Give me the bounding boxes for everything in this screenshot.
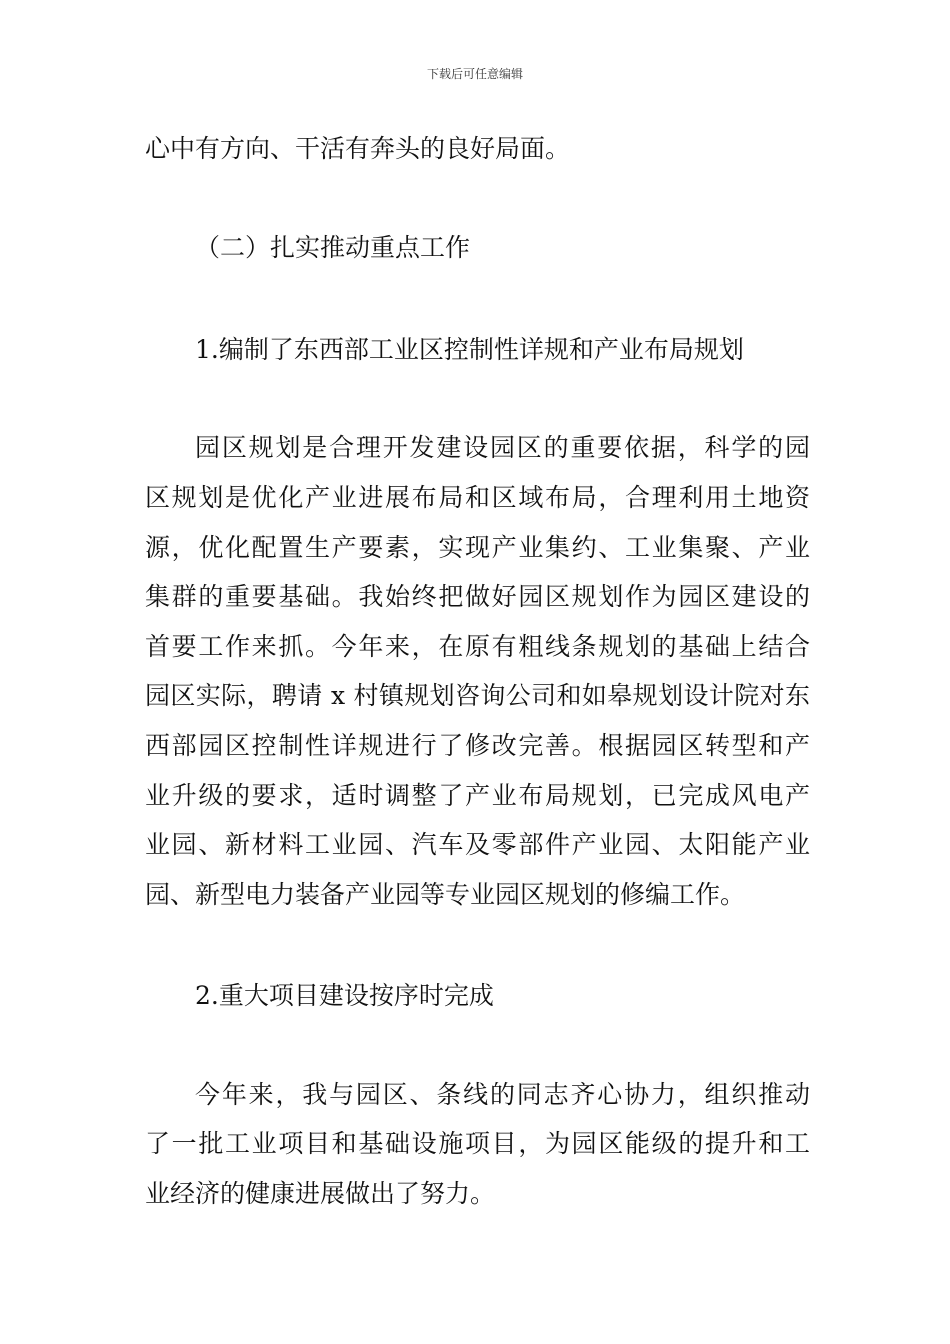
paragraph-1-line-4: 集群的重要基础。我始终把做好园区规划作为园区建设的 — [145, 582, 810, 611]
paragraph-1-line-1: 园区规划是合理开发建设园区的重要依据，科学的园 — [195, 433, 810, 462]
paragraph-1-line-8: 业升级的要求，适时调整了产业布局规划，已完成风电产 — [145, 781, 810, 810]
paragraph-1-line-5: 首要工作来抓。今年来，在原有粗线条规划的基础上结合 — [145, 632, 810, 661]
section-heading: （二）扎实推动重点工作 — [195, 233, 471, 262]
paragraph-2-line-1: 今年来，我与园区、条线的同志齐心协力，组织推动 — [195, 1080, 810, 1109]
text-line-1: 心中有方向、干活有奔头的良好局面。 — [145, 134, 571, 163]
page-header: 下载后可任意编辑 — [426, 67, 523, 81]
paragraph-2-line-3: 业经济的健康进展做出了努力。 — [145, 1179, 496, 1208]
paragraph-1-line-6: 园区实际，聘请 x 村镇规划咨询公司和如皋规划设计院对东 — [145, 681, 810, 710]
subsection-heading-2: 2.重大项目建设按序时完成 — [195, 981, 494, 1010]
paragraph-1-line-10: 园、新型电力装备产业园等专业园区规划的修编工作。 — [145, 880, 746, 909]
paragraph-1-line-7: 西部园区控制性详规进行了修改完善。根据园区转型和产 — [145, 731, 810, 760]
subsection-heading-1: 1.编制了东西部工业区控制性详规和产业布局规划 — [195, 335, 744, 364]
paragraph-1-line-2: 区规划是优化产业进展布局和区域布局，合理利用土地资 — [145, 483, 810, 512]
paragraph-1-line-3: 源，优化配置生产要素，实现产业集约、工业集聚、产业 — [145, 533, 810, 562]
paragraph-2-line-2: 了一批工业项目和基础设施项目，为园区能级的提升和工 — [145, 1129, 810, 1158]
paragraph-1-line-9: 业园、新材料工业园、汽车及零部件产业园、太阳能产业 — [145, 830, 810, 859]
